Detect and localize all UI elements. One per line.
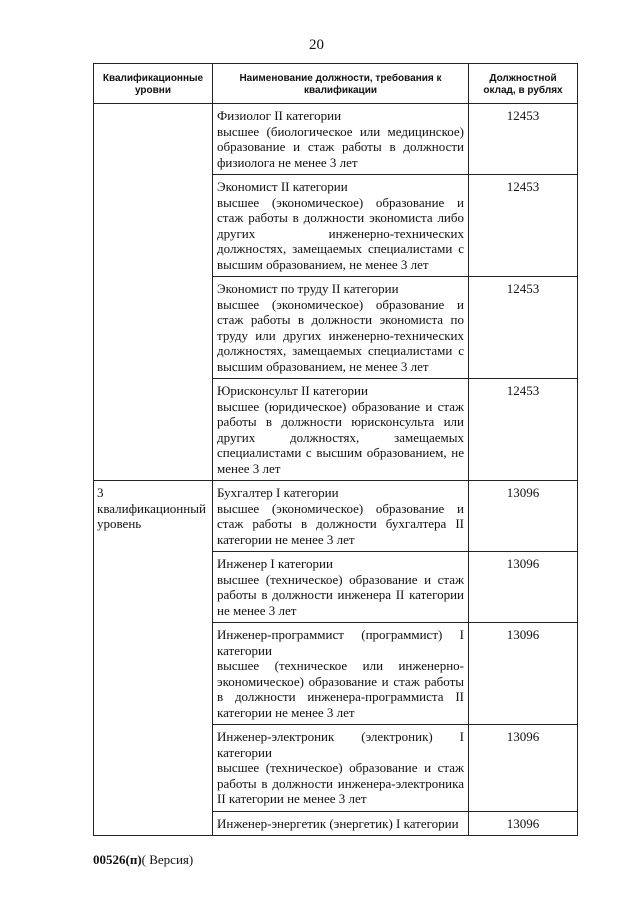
salary-cell: 13096 (469, 725, 578, 812)
position-cell (213, 623, 469, 725)
position-cell (213, 552, 469, 623)
position-title: Бухгалтер I категории (217, 485, 339, 500)
salary-cell: 12453 (469, 379, 578, 481)
position-title: Экономист II категории (217, 179, 348, 194)
header-salary: Должностной оклад, в рублях (469, 64, 578, 104)
salary-cell: 13096 (469, 552, 578, 623)
document-footer (93, 852, 193, 868)
position-cell (213, 379, 469, 481)
salary-cell: 12453 (469, 277, 578, 379)
position-requirements: высшее (техническое) образование и стаж работы в должности инженера-электроника II категории не менее 3 лет (217, 760, 464, 806)
page-number: 20 (309, 37, 324, 53)
level-cell (94, 104, 213, 481)
level-cell: 3 квалификационный уровень (94, 481, 213, 836)
position-title: Физиолог II категории (217, 108, 342, 123)
position-requirements: высшее (юридическое) образование и стаж работы в должности юрисконсульта или других должностях, замещаемых специалистами с высшим образованием, не менее 3 лет (217, 398, 464, 476)
salary-cell: 12453 (469, 104, 578, 175)
document-version: ( Версия) (141, 852, 194, 867)
header-position: Наименование должности, требования к квалификации (213, 64, 469, 104)
position-cell (213, 104, 469, 175)
table-header-row (94, 64, 578, 104)
position-requirements: высшее (техническое или инженерно-экономическое) образование и стаж работы в должности инженера-программиста II категории не менее 3 лет (217, 658, 464, 720)
position-title: Юрисконсульт II категории (217, 383, 368, 398)
position-title: Инженер-программист (программист) I категории (217, 627, 464, 658)
position-cell (213, 811, 469, 836)
position-cell (213, 725, 469, 812)
position-requirements: высшее (экономическое) образование и стаж работы в должности экономиста либо других инженерно-технических должностях, замещаемых специалистами с высшим образованием, не менее 3 лет (217, 194, 464, 272)
salary-cell: 13096 (469, 811, 578, 836)
table-row (94, 481, 578, 552)
position-requirements: высшее (техническое) образование и стаж работы в должности инженера II категории не менее 3 лет (217, 571, 464, 618)
table-row (94, 104, 578, 175)
header-level: Квалификационные уровни (94, 64, 213, 104)
position-requirements: высшее (экономическое) образование и стаж работы в должности экономиста по труду или других инженерно-технических должностях, замещаемых специалистами с высшим образованием, не менее 3 лет (217, 296, 464, 374)
qualification-table (93, 63, 578, 836)
position-cell (213, 277, 469, 379)
position-title: Экономист по труду II категории (217, 281, 399, 296)
salary-cell: 13096 (469, 481, 578, 552)
position-cell (213, 481, 469, 552)
position-title: Инженер I категории (217, 556, 333, 571)
position-requirements: высшее (экономическое) образование и стаж работы в должности бухгалтера II категории не менее 3 лет (217, 500, 464, 547)
salary-cell: 12453 (469, 175, 578, 277)
position-cell (213, 175, 469, 277)
salary-cell: 13096 (469, 623, 578, 725)
document-code: 00526(п) (93, 852, 142, 867)
position-requirements: высшее (биологическое или медицинское) образование и стаж работы в должности физиолога не менее 3 лет (217, 123, 464, 170)
position-title: Инженер-энергетик (энергетик) I категории (217, 815, 459, 831)
position-title: Инженер-электроник (электроник) I категории (217, 729, 464, 760)
